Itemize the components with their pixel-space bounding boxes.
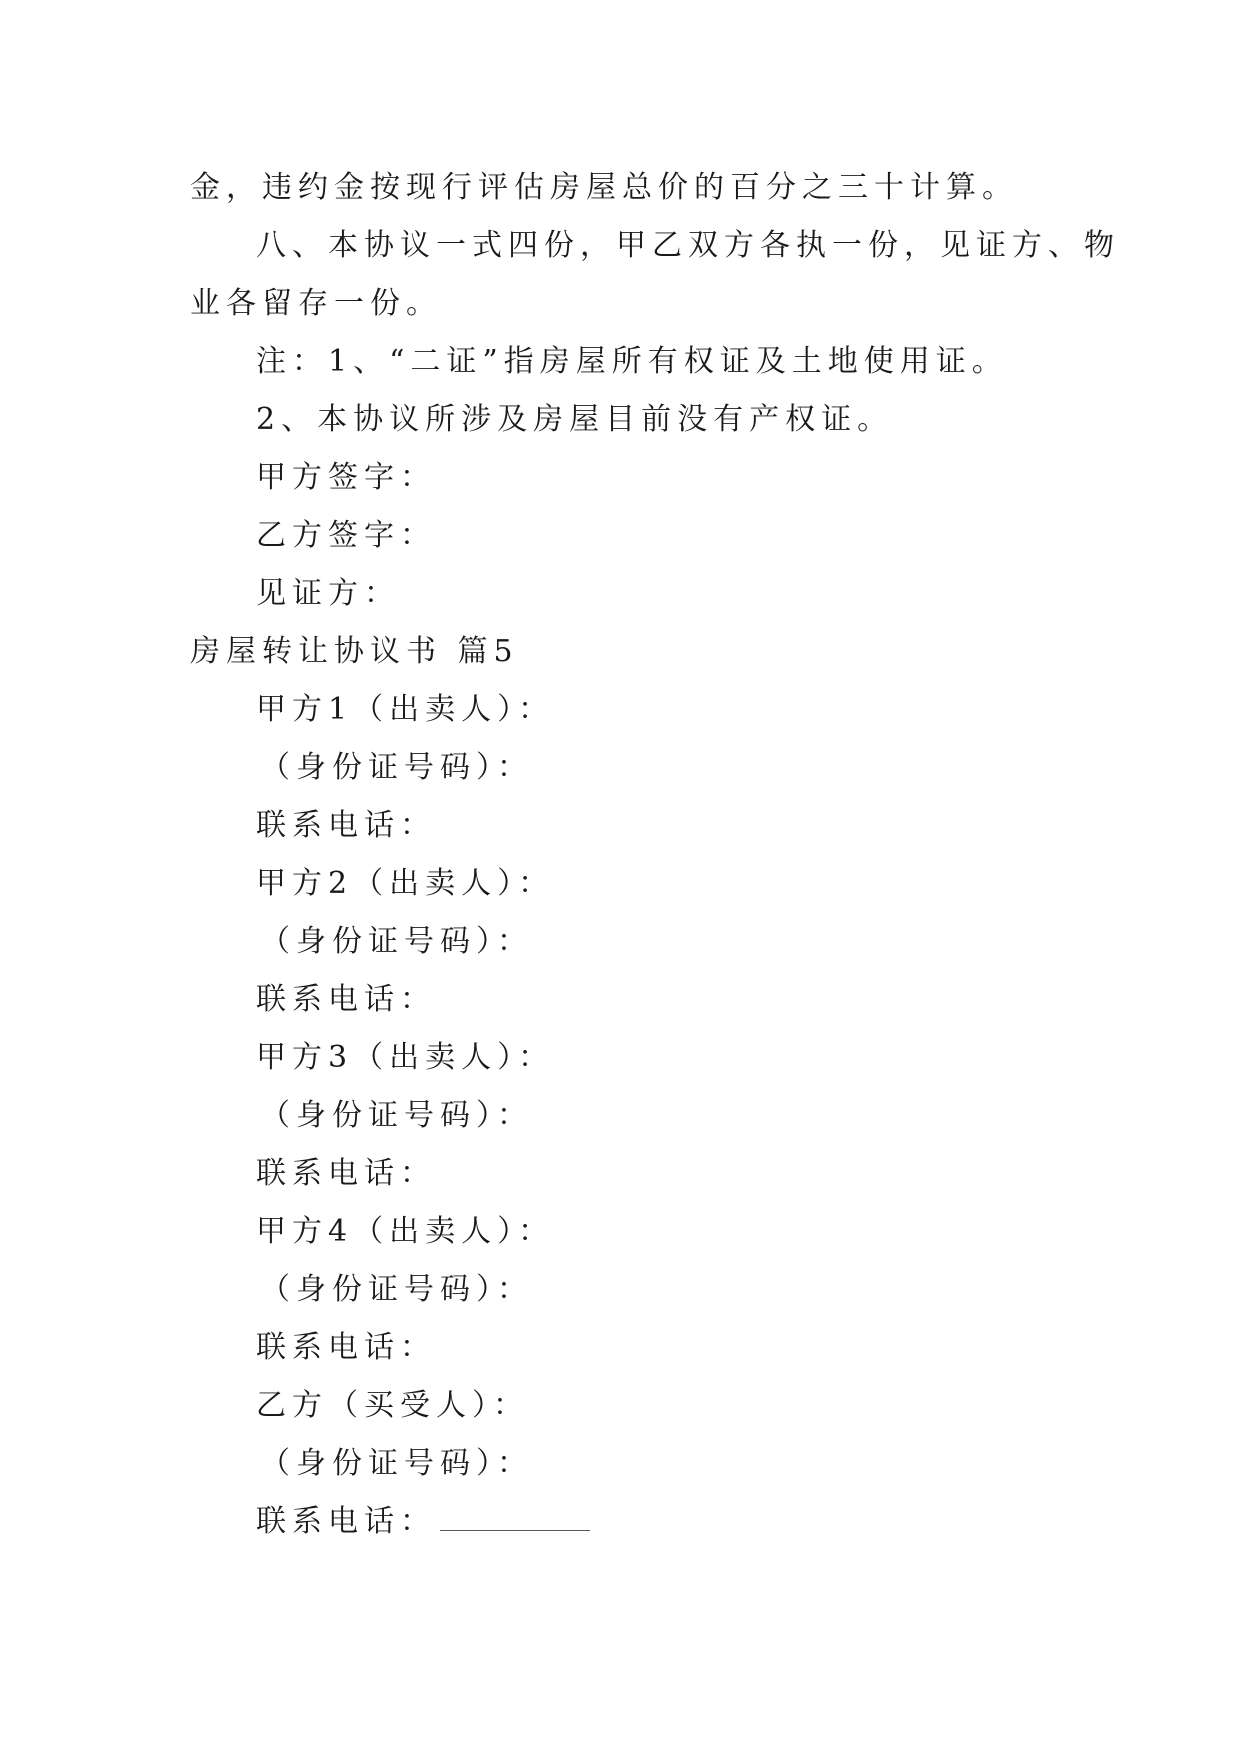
seller-1-phone-label: 联系电话： [256,808,436,843]
seller-2-phone-label: 联系电话： [256,982,436,1017]
section-heading: 房屋转让协议书 篇5 [190,634,519,669]
text-line-clause-8-cont: 业各留存一份。 [190,286,442,321]
buyer-phone-row [256,1502,590,1542]
seller-1-label: 甲方1（出卖人）： [256,692,555,727]
buyer-phone-blank [440,1506,590,1531]
text-line-note-2: 2、本协议所涉及房屋目前没有产权证。 [256,402,894,437]
witness-label: 见证方： [256,576,400,611]
buyer-label: 乙方（买受人）： [256,1388,529,1423]
text-line-penalty: 金，违约金按现行评估房屋总价的百分之三十计算。 [190,170,1018,205]
text-line-clause-8: 八、本协议一式四份，甲乙双方各执一份，见证方、物 [256,228,1120,263]
buyer-id-label: （身份证号码）： [260,1446,533,1481]
party-b-signature-label: 乙方签字： [256,518,436,553]
seller-3-phone-label: 联系电话： [256,1156,436,1191]
seller-3-id-label: （身份证号码）： [260,1098,533,1133]
seller-4-phone-label: 联系电话： [256,1330,436,1365]
party-a-signature-label: 甲方签字： [256,460,436,495]
seller-2-label: 甲方2（出卖人）： [256,866,555,901]
seller-4-label: 甲方4（出卖人）： [256,1214,555,1249]
text-line-note-1: 注：1、“二证”指房屋所有权证及土地使用证。 [256,344,1008,379]
seller-4-id-label: （身份证号码）： [260,1272,533,1307]
seller-1-id-label: （身份证号码）： [260,750,533,785]
seller-2-id-label: （身份证号码）： [260,924,533,959]
buyer-phone-label: 联系电话： [256,1504,436,1539]
seller-3-label: 甲方3（出卖人）： [256,1040,555,1075]
